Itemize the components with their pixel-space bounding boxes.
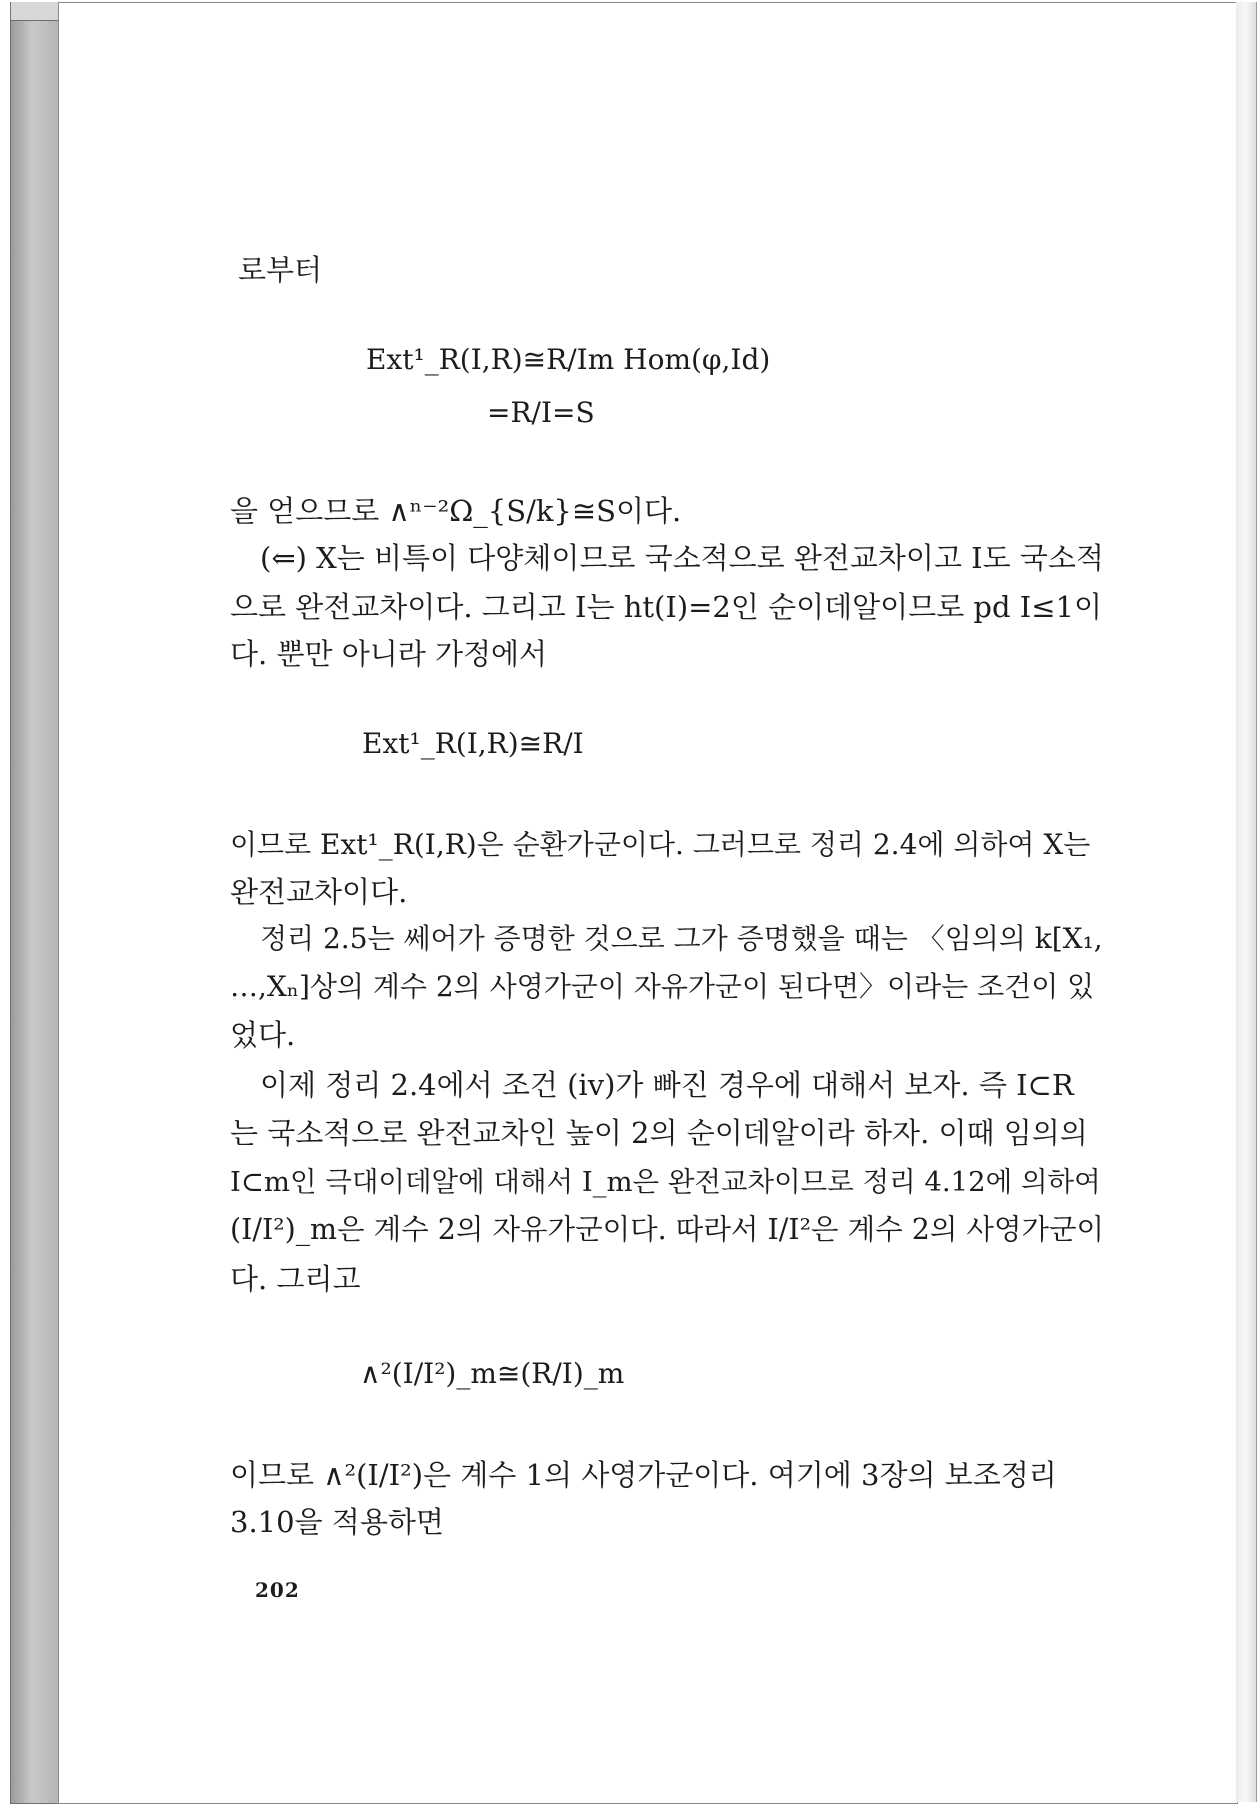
equation-1: Ext¹_R(I,R)≅R/Im Hom(φ,Id) (366, 343, 771, 376)
equation-4: ∧²(I/I²)_m≅(R/I)_m (360, 1357, 625, 1390)
equation-3: Ext¹_R(I,R)≅R/I (362, 727, 584, 760)
text-line-9: …,Xₙ]상의 계수 2의 사영가군이 자유가군이 된다면〉이라는 조건이 있 (230, 970, 1095, 1003)
text-line-16: 이므로 ∧²(I/I²)은 계수 1의 사영가군이다. 여기에 3장의 보조정리 (230, 1458, 1057, 1492)
text-line-11: 이제 정리 2.4에서 조건 (iv)가 빠진 경우에 대해서 보자. 즉 I⊂R (260, 1068, 1074, 1102)
text-line-1: 로부터 (238, 253, 323, 287)
text-line-8: 정리 2.5는 쎄어가 증명한 것으로 그가 증명했을 때는 〈임의의 k[X₁, (260, 922, 1103, 955)
text-line-10: 었다. (230, 1018, 296, 1052)
text-line-2: 을 얻으므로 ∧ⁿ⁻²Ω_{S/k}≅S이다. (230, 494, 682, 528)
text-line-12: 는 국소적으로 완전교차인 높이 2의 순이데알이라 하자. 이때 임의의 (230, 1116, 1088, 1150)
equation-2: =R/I=S (487, 396, 595, 429)
text-line-15: 다. 그리고 (230, 1262, 361, 1296)
book-spine (10, 20, 60, 1804)
text-line-7: 완전교차이다. (230, 875, 408, 909)
text-line-4: 으로 완전교차이다. 그리고 I는 ht(I)=2인 순이데알이므로 pd I≤1이 (230, 590, 1102, 624)
page-edge (1236, 2, 1257, 1802)
text-line-14: (I/I²)_m은 계수 2의 자유가군이다. 따라서 I/I²은 계수 2의 사영가군이 (230, 1213, 1105, 1246)
text-line-3: (⇐) X는 비특이 다양체이므로 국소적으로 완전교차이고 I도 국소적 (260, 541, 1104, 575)
text-line-17: 3.10을 적용하면 (230, 1505, 444, 1539)
book-spine-top (10, 2, 59, 22)
page-number: 202 (255, 1578, 300, 1602)
text-line-6: 이므로 Ext¹_R(I,R)은 순환가군이다. 그러므로 정리 2.4에 의하여 X는 (230, 828, 1091, 861)
text-line-13: I⊂m인 극대이데알에 대해서 I_m은 완전교차이므로 정리 4.12에 의하여 (230, 1166, 1101, 1198)
text-line-5: 다. 뿐만 아니라 가정에서 (230, 637, 548, 671)
